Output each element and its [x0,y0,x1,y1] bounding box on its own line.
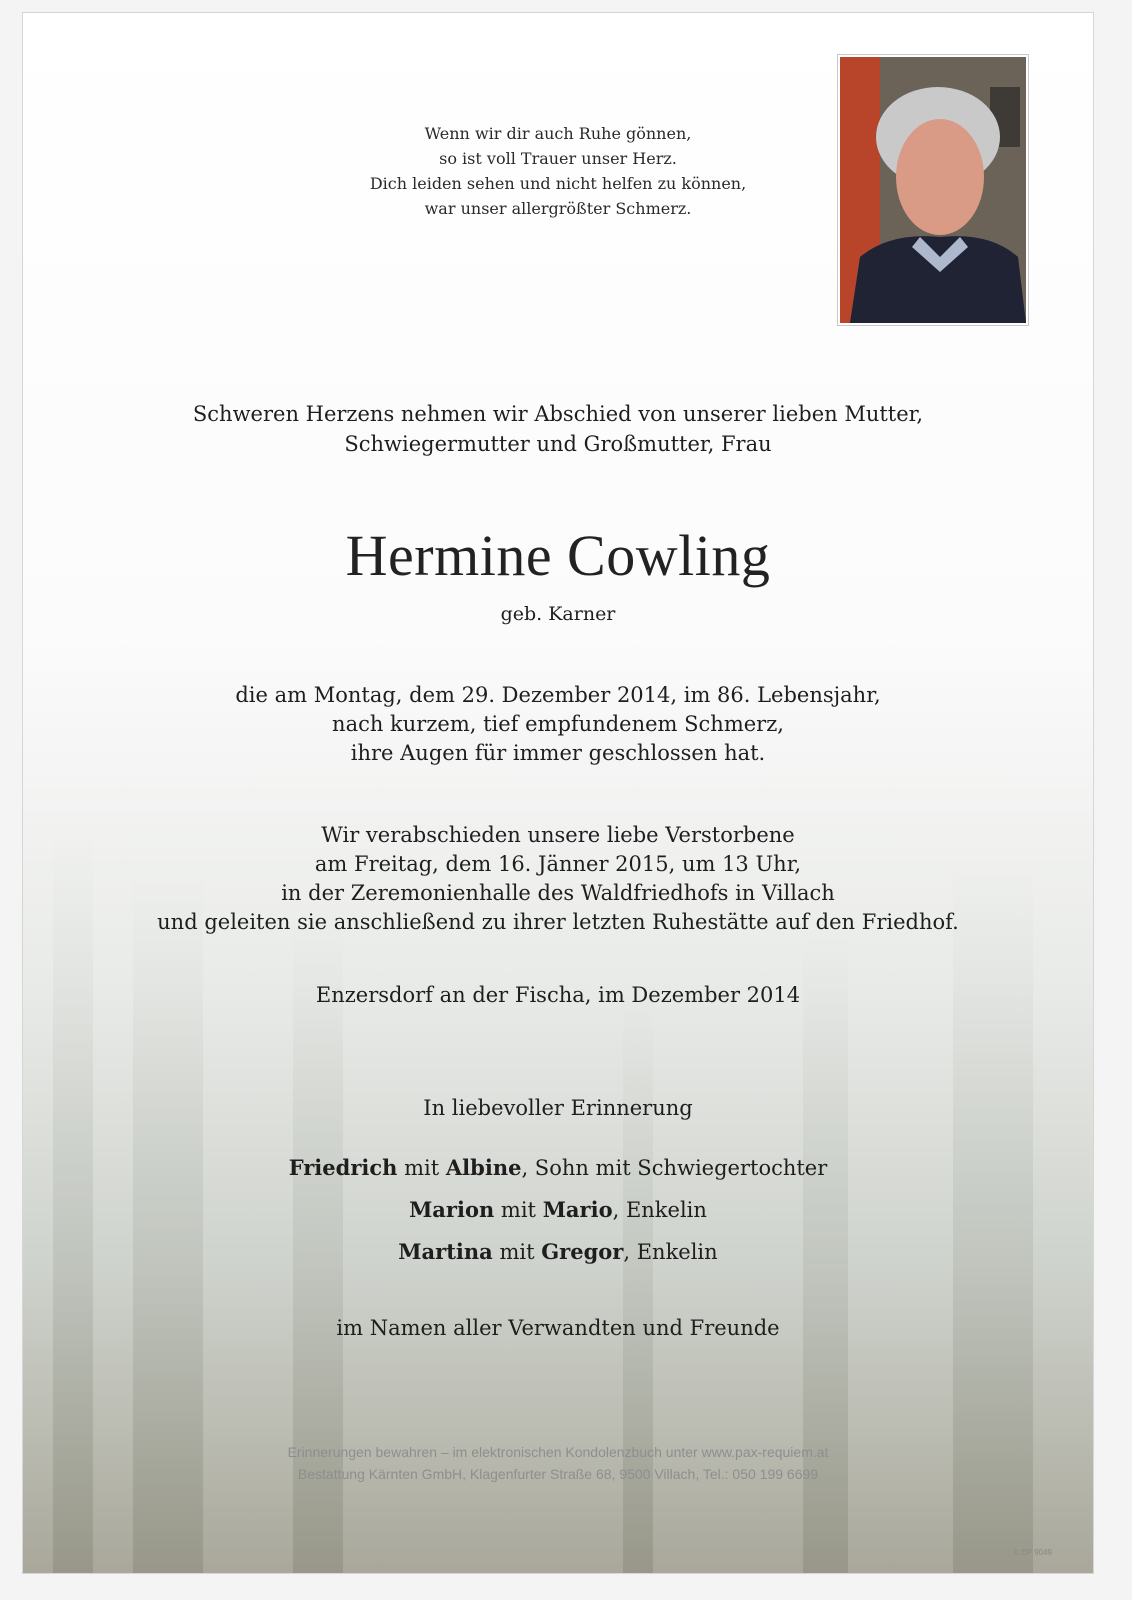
funeral-details [23,821,1093,937]
funeral-line: in der Zeremonienhalle des Waldfriedhofs in Villach [281,881,835,905]
family-name: Marion [409,1197,495,1222]
family-name: Friedrich [288,1155,398,1180]
family-name: Mario [542,1197,613,1222]
funeral-line: und geleiten sie anschließend zu ihrer letzten Ruhestätte auf den Friedhof. [157,910,959,934]
intro-line: Schwiegermutter und Großmutter, Frau [344,432,772,456]
family-list [23,1147,1093,1273]
poem-line: Dich leiden sehen und nicht helfen zu können, [369,174,747,193]
memory-heading: In liebevoller Erinnerung [423,1096,693,1120]
death-notice [23,681,1093,768]
death-line: die am Montag, dem 29. Dezember 2014, im 86. Lebensjahr, [235,683,881,707]
death-line: nach kurzem, tief empfundenem Schmerz, [332,712,784,736]
footer [23,1441,1093,1485]
print-code: © EP 9049 [1013,1548,1052,1557]
intro-text [23,399,1093,459]
family-joiner: mit [499,1240,535,1264]
family-member-row [23,1189,1093,1231]
family-member-row [23,1147,1093,1189]
obituary-page [22,12,1094,1574]
family-relation: , Enkelin [612,1198,707,1222]
family-joiner: mit [404,1156,440,1180]
poem-line: war unser allergrößter Schmerz. [424,199,692,218]
family-member-row [23,1231,1093,1273]
family-relation: , Enkelin [623,1240,718,1264]
closing-line: im Namen aller Verwandten und Freunde [336,1316,780,1340]
family-name: Albine [445,1155,522,1180]
footer-line: Erinnerungen bewahren – im elektronischen Kondolenzbuch unter www.pax-requiem.at [287,1444,829,1460]
maiden-name: geb. Karner [500,603,616,625]
family-relation: , Sohn mit Schwiegertochter [521,1156,828,1180]
intro-line: Schweren Herzens nehmen wir Abschied von unserer lieben Mutter, [192,402,924,426]
death-line: ihre Augen für immer geschlossen hat. [350,741,766,765]
poem [23,121,1093,221]
funeral-line: am Freitag, dem 16. Jänner 2015, um 13 Uhr, [314,852,802,876]
deceased-name: Hermine Cowling [345,523,771,588]
family-name: Gregor [541,1239,624,1264]
funeral-line: Wir verabschieden unsere liebe Verstorbene [321,823,795,847]
family-joiner: mit [500,1198,536,1222]
poem-line: Wenn wir dir auch Ruhe gönnen, [424,124,692,143]
place-date: Enzersdorf an der Fischa, im Dezember 2014 [315,983,801,1007]
poem-line: so ist voll Trauer unser Herz. [439,149,677,168]
family-name: Martina [398,1239,493,1264]
footer-line: Bestattung Kärnten GmbH, Klagenfurter Straße 68, 9500 Villach, Tel.: 050 199 6699 [297,1466,819,1482]
